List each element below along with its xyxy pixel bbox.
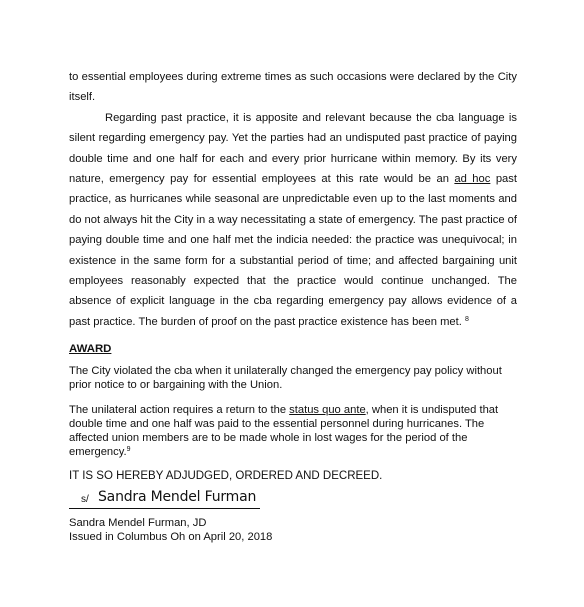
award-paragraph-1: The City violated the cba when it unilaterally changed the emergency pay policy without prior notice to or bargaining with the Union. (69, 365, 502, 391)
body-text (69, 67, 517, 332)
issued-line: Issued in Columbus Oh on April 20, 2018 (69, 531, 273, 543)
award-heading: AWARD (69, 343, 112, 355)
award-text-1: The unilateral action requires a return to the (69, 404, 290, 416)
past-practice-text-2: past practice, as hurricanes while seasonal are unpredictable even up to the last moments and do not always hit the City in a way necessitating a state of emergency. The past practice of paying double time and one half met the indicia needed: the practice was unequivocal; in existence in the same form for a substantial period of time; and affected bargaining unit employees reasonably expected that the practice would continue unchanged. The absence of explicit language in the cba regarding emergency pay allows evidence of a past practice. The burden of proof on the past practice existence has been met. (69, 173, 517, 328)
printed-name: Sandra Mendel Furman, JD (69, 517, 207, 529)
paragraph-continuation: to essential employees during extreme times as such occasions were declared by the City itself. (69, 71, 517, 104)
signature-prefix: s/ (81, 494, 89, 505)
order-statement: IT IS SO HEREBY ADJUDGED, ORDERED AND DECREED. (69, 470, 383, 482)
status-quo-term: status quo ante (289, 404, 366, 416)
paragraph-past-practice (69, 108, 517, 332)
footnote-marker-8: 8 (464, 315, 469, 323)
award-paragraph-2 (69, 404, 519, 460)
award-text-2: , when it is undisputed that double time and one half was paid to the essential personnel during hurricanes. The affected union members are to be made whole in lost wages for the period of the emergency. (69, 404, 499, 458)
footnote-marker-9: 9 (126, 445, 131, 453)
past-practice-text-1: Regarding past practice, it is apposite and relevant because the cba language is silent regarding emergency pay. Yet the parties had an undisputed past practice of paying double time and one half for each and every prior hurricane within memory. By its very nature, emergency pay for essential employees at this rate would be an (69, 111, 517, 186)
ad-hoc-term: ad hoc (454, 173, 491, 186)
signature-name: Sandra Mendel Furman (98, 489, 257, 505)
